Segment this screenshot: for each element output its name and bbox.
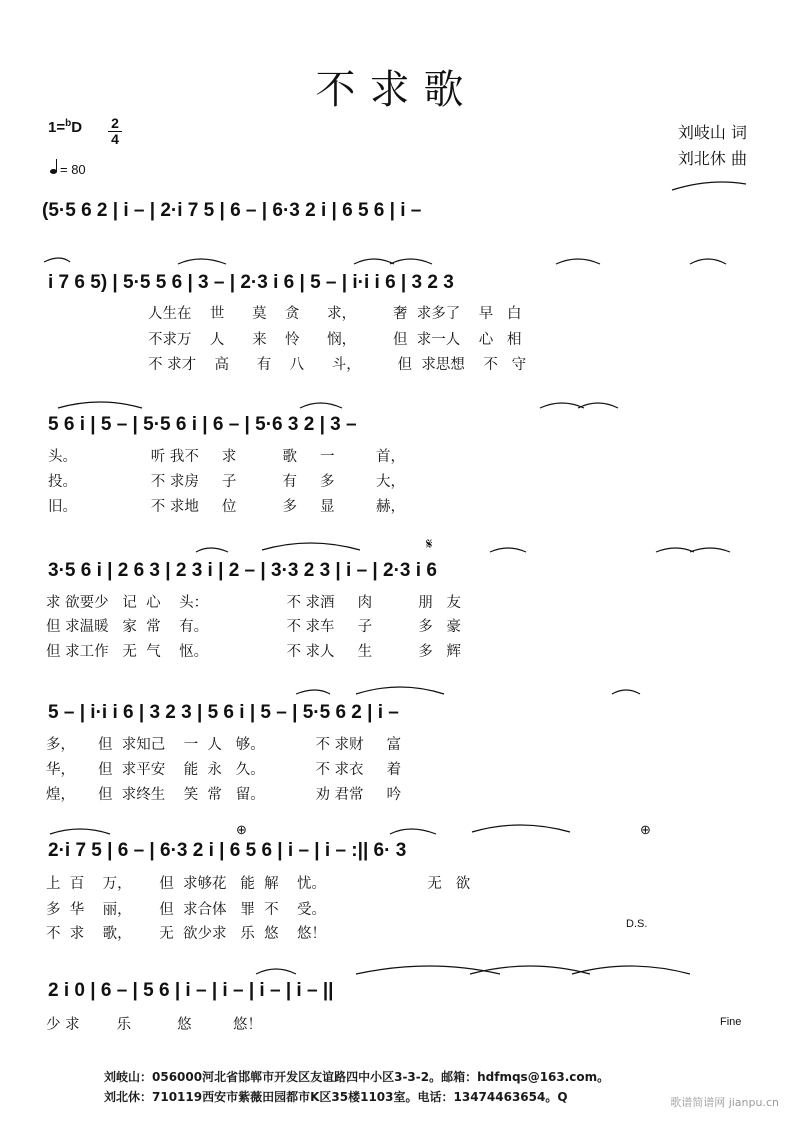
lyricist-credit: 刘岐山 词	[677, 123, 747, 142]
lyric-row-3-verse-2: 投。 不 求房 子 有 多 大，	[48, 474, 406, 490]
footer-line-2: 刘北休：710119西安市紫薇田园都市K区35楼1103室。电话：13474463654。Q	[104, 1090, 568, 1104]
fine-mark: Fine	[720, 1016, 742, 1028]
time-signature	[108, 116, 122, 147]
lyric-row-2-verse-3: 不 求才 高 有 八 斗， 但 求思想 不 守	[148, 357, 527, 373]
flat-sign: b	[65, 118, 72, 129]
lyric-row-2-verse-2: 不求万 人 来 怜 悯， 但 求一人 心 相	[148, 332, 522, 348]
notes-row-5: 5 – | i·i i 6 | 3 2 3 | 5 6 i | 5 – | 5·5 6 2 | i –	[48, 702, 399, 723]
notes-row-6: 2·i 7 5 | 6 – | 6·3 2 i | 6 5 6 | i – | i – :|| 6· 3	[48, 840, 407, 861]
lyric-row-7-verse-1: 少 求 乐 悠 悠！	[46, 1017, 263, 1033]
lyric-row-4-verse-2: 但 求温暖 家 常 有。 不 求车 子 多 豪	[46, 619, 462, 635]
lyric-row-4-verse-3: 但 求工作 无 气 怄。 不 求人 生 多 辉	[46, 644, 462, 660]
quarter-note-icon	[50, 169, 57, 174]
lyric-row-2-verse-1: 人生在 世 莫 贪 求， 奢 求多了 早 白	[148, 306, 522, 322]
tempo-mark	[50, 162, 86, 177]
notes-row-3: 5 6 i | 5 – | 5·5 6 i | 6 – | 5·6 3 2 | 3 –	[48, 414, 357, 435]
notes-row-1: (5·5 6 2 | i – | 2·i 7 5 | 6 – | 6·3 2 i | 6 5 6 | i –	[42, 200, 422, 221]
lyric-row-6-verse-3: 不 求 歌， 无 欲少求 乐 悠 悠！	[46, 926, 327, 942]
page-title: 不求歌	[315, 67, 478, 113]
time-top: 2	[111, 115, 119, 131]
ds-mark: D.S.	[626, 918, 648, 930]
key-note: D	[71, 119, 83, 136]
segno-icon: 𝄋	[426, 536, 433, 553]
lyric-row-3-verse-3: 旧。 不 求地 位 多 显 赫，	[48, 499, 406, 515]
lyric-row-4-verse-1: 求 欲要少 记 心 头： 不 求酒 肉 朋 友	[46, 595, 462, 611]
lyric-row-6-verse-2: 多 华 丽， 但 求合体 罪 不 受。	[46, 902, 327, 918]
coda-icon: ⊕	[236, 822, 247, 837]
lyric-row-6-verse-1: 上 百 万， 但 求够花 能 解 忧。 无 欲	[46, 876, 471, 892]
time-bottom: 4	[108, 131, 122, 147]
key-signature	[48, 118, 82, 136]
notes-row-4: 3·5 6 i | 2 6 3 | 2 3 i | 2 – | 3·3 2 3 | i – | 2·3 i 6	[48, 560, 437, 581]
coda-icon: ⊕	[640, 822, 651, 837]
lyric-row-5-verse-1: 多， 但 求知己 一 人 够。 不 求财 富	[46, 737, 402, 753]
lyric-row-5-verse-2: 华， 但 求平安 能 永 久。 不 求衣 着	[46, 762, 402, 778]
notes-row-2: i 7 6 5) | 5·5 5 6 | 3 – | 2·3 i 6 | 5 – | i·i i 6 | 3 2 3	[48, 272, 454, 293]
lyric-row-3-verse-1: 头。 听 我不 求 歌 一 首，	[48, 449, 406, 465]
tempo-value: = 80	[60, 162, 86, 177]
watermark: 歌谱简谱网 jianpu.cn	[670, 1096, 779, 1109]
footer-line-1: 刘岐山：056000河北省邯郸市开发区友谊路四中小区3-3-2。邮箱：hdfmqs@163.com。	[104, 1070, 610, 1084]
composer-credit: 刘北休 曲	[677, 149, 747, 168]
notes-row-7: 2 i 0 | 6 – | 5 6 | i – | i – | i – | i – ||	[48, 980, 334, 1001]
key-prefix: 1=	[48, 119, 66, 136]
lyric-row-5-verse-3: 煌， 但 求终生 笑 常 留。 劝 君常 吟	[46, 787, 402, 803]
